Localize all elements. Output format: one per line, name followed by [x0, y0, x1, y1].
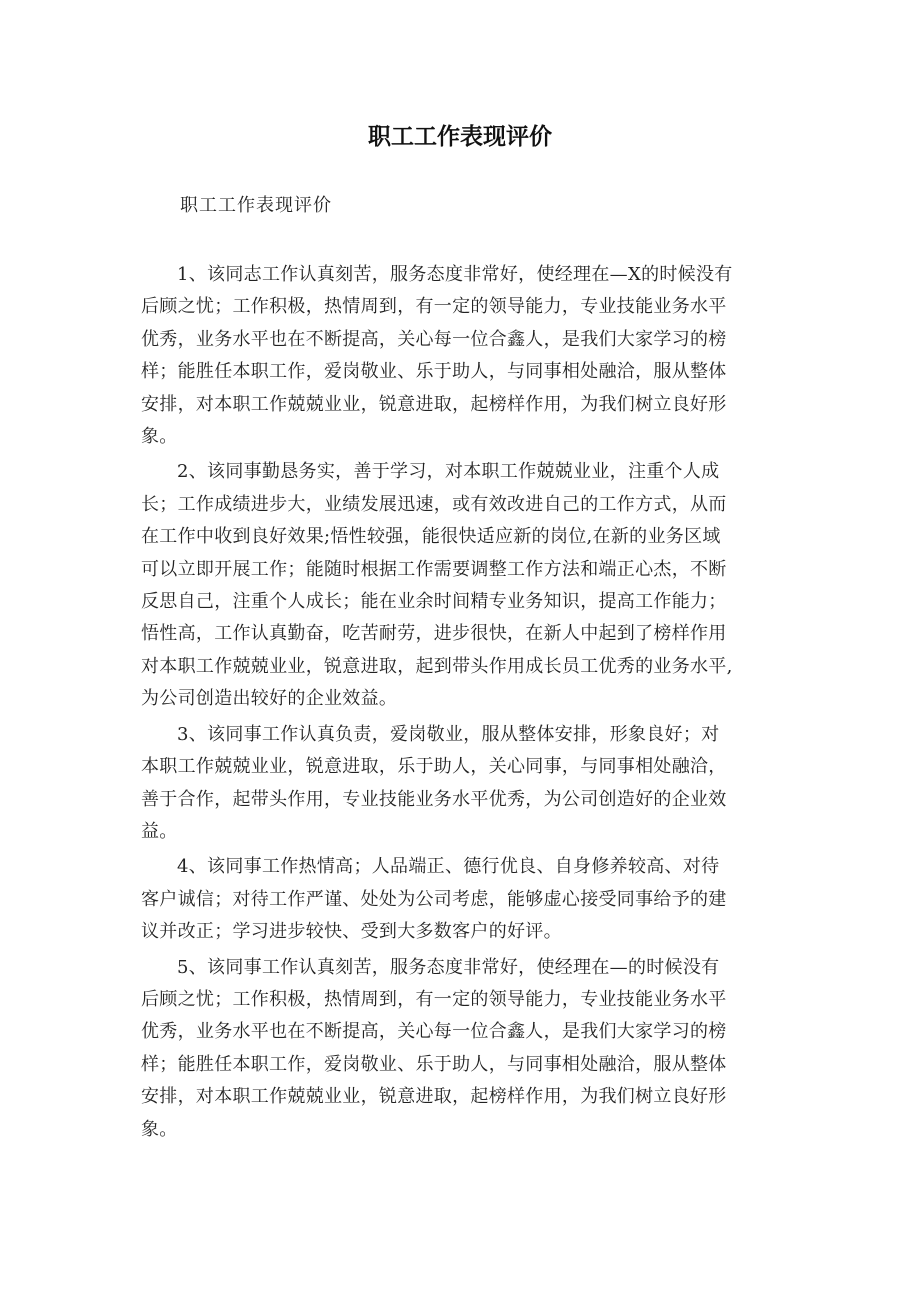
paragraph-2: 2、该同事勤恳务实，善于学习，对本职工作兢兢业业，注重个人成 长；工作成绩进步大，业绩发展迅速，或有效改进自己的工作方式，从而 在工作中收到良好效果;悟性较强，能很快适应新的岗位,在新的业务区域 可以立即开展工作；能随时根据工作需要调整工作方法和端正心杰，不断 反思自己，注重个人成长；能在业余时间精专业务知识，提高工作能力； 悟性高，工作认真勤奋，吃苦耐劳，进步很快，在新人中起到了榜样作用 对本职工作兢兢业业，锐意进取，起到带头作用成长员工优秀的业务水平, 为公司创造出较好的企业效益。	[141, 461, 733, 710]
paragraph-4: 4、该同事工作热情高；人品端正、德行优良、自身修养较高、对待 客户诚信；对待工作严谨、处处为公司考虑，能够虚心接受同事给予的建 议并改正；学习进步较快、受到大多数客户的好评。	[141, 856, 727, 943]
document-subtitle: 职工工作表现评价	[180, 195, 332, 216]
document-body	[141, 259, 801, 1149]
document-title: 职工工作表现评价	[368, 124, 552, 150]
paragraph-5: 5、该同事工作认真刻苦，服务态度非常好，使经理在—的时候没有 后顾之忧；工作积极，热情周到，有一定的领导能力，专业技能业务水平 优秀，业务水平也在不断提高，关心每一位合鑫人，是我们大家学习的榜 样；能胜任本职工作，爱岗敬业、乐于助人，与同事相处融洽，服从整体 安排，对本职工作兢兢业业，锐意进取，起榜样作用，为我们树立良好形 象。	[141, 956, 727, 1140]
paragraph-1: 1、该同志工作认真刻苦，服务态度非常好，使经理在—X的时候没有 后顾之忧；工作积极，热情周到，有一定的领导能力，专业技能业务水平 优秀，业务水平也在不断提高，关心每一位合鑫人，是我们大家学习的榜 样；能胜任本职工作，爱岗敬业、乐于助人，与同事相处融洽，服从整体 安排，对本职工作兢兢业业，锐意进取，起榜样作用，为我们树立良好形 象。	[141, 264, 733, 448]
paragraph-3: 3、该同事工作认真负责，爱岗敬业，服从整体安排，形象良好；对 本职工作兢兢业业，锐意进取，乐于助人，关心同事，与同事相处融洽， 善于合作，起带头作用，专业技能业务水平优秀，为公司创造好的企业效 益。	[141, 723, 727, 842]
